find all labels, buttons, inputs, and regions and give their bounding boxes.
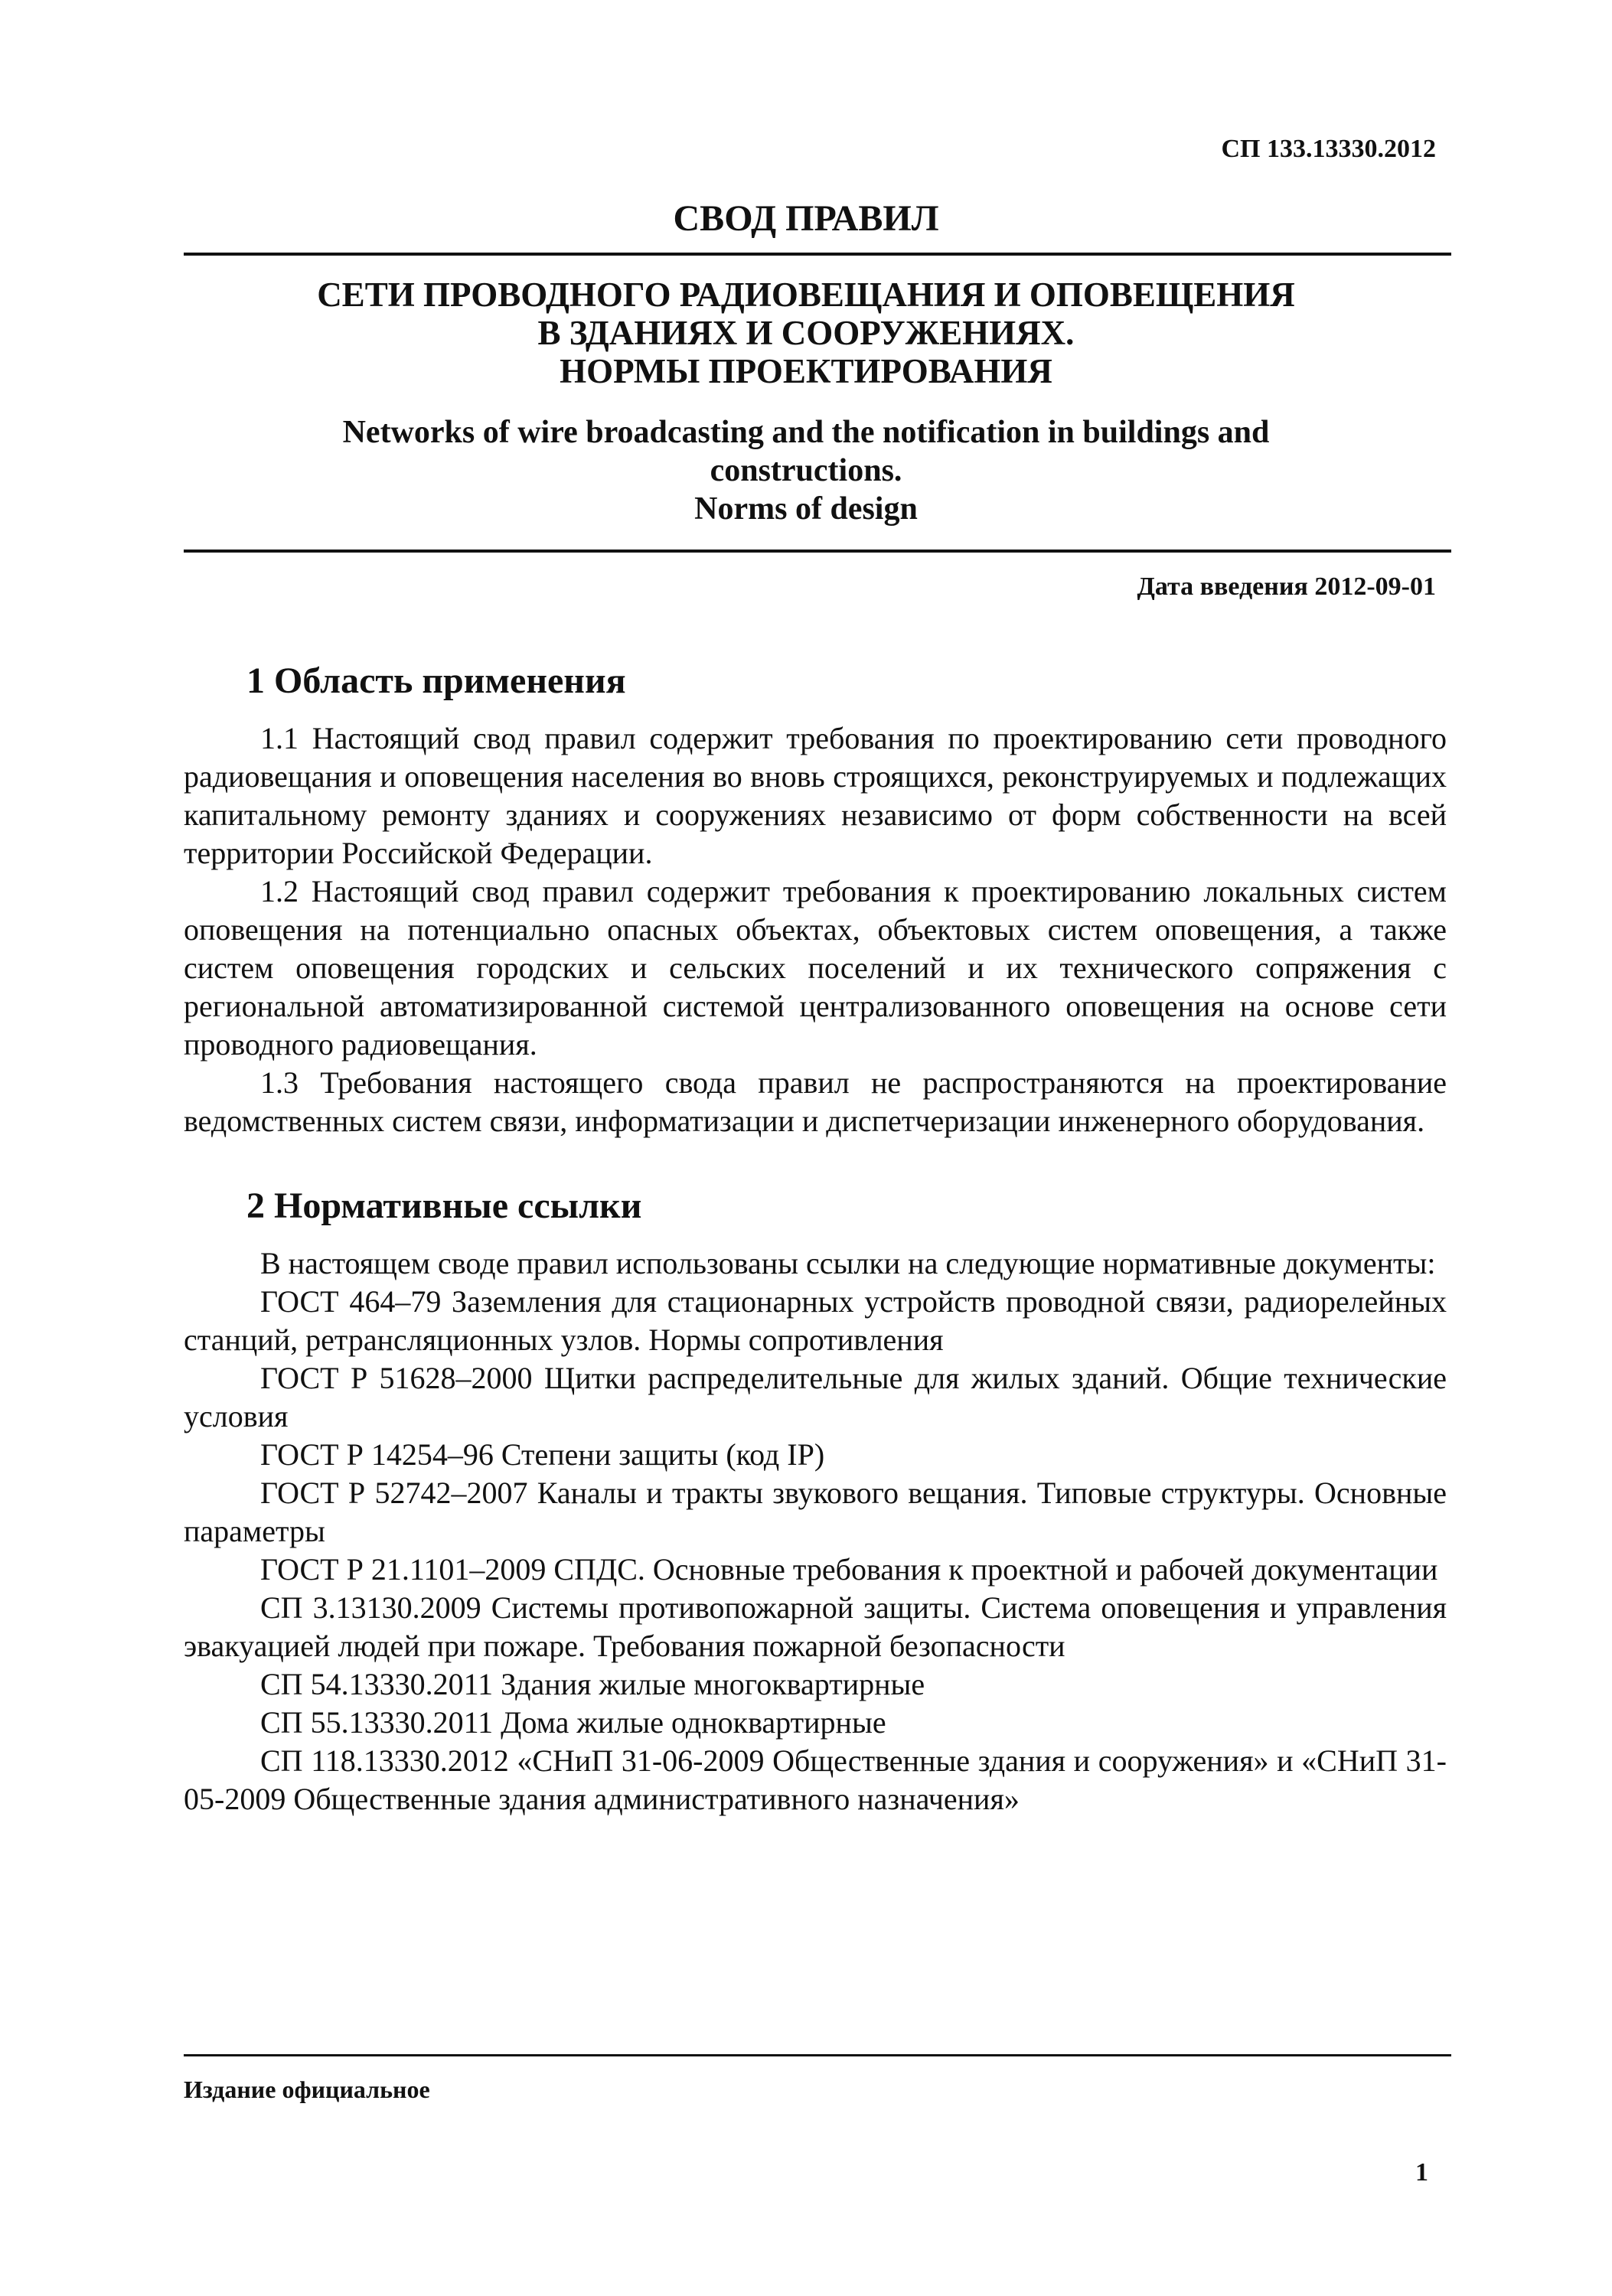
paragraph-1-1: 1.1 Настоящий свод правил содержит требования по проектированию сети проводного радиовещания и оповещения населения во вновь строящихся, реконструируемых и подлежащих капитальному ремонту зданиях и сооружениях независимо от форм собственности на всей территории Российской Федерации. (184, 721, 1447, 870)
paragraph-1-2: 1.2 Настоящий свод правил содержит требования к проектированию локальных систем оповещения на потенциально опасных объектах, объектовых систем оповещения, а также систем оповещения городских и сельских поселений и их технического сопряжения с региональной автоматизированной системой централизованного оповещения на основе сети проводного радиовещания. (184, 874, 1447, 1062)
reference-item: ГОСТ Р 51628–2000 Щитки распределительные для жилых зданий. Общие технические условия (184, 1361, 1447, 1433)
document-body (184, 658, 1447, 1818)
paragraph-1-3: 1.3 Требования настоящего свода правил не распространяются на проектирование ведомственных систем связи, информатизации и диспетчеризации инженерного оборудования. (184, 1065, 1447, 1138)
section-2-heading: 2 Нормативные ссылки (246, 1186, 642, 1226)
russian-title-line-1: СЕТИ ПРОВОДНОГО РАДИОВЕЩАНИЯ И ОПОВЕЩЕНИЯ (317, 276, 1295, 314)
russian-title-line-2: В ЗДАНИЯХ И СООРУЖЕНИЯХ. (537, 314, 1075, 352)
reference-item: СП 118.13330.2012 «СНиП 31-06-2009 Общественные здания и сооружения» и «СНиП 31-05-2009 Общественные здания административного назначения» (184, 1743, 1447, 1816)
title-divider (184, 253, 1451, 256)
reference-item: ГОСТ Р 14254–96 Степени защиты (код IP) (260, 1437, 825, 1472)
reference-item: СП 3.13130.2009 Системы противопожарной защиты. Система оповещения и управления эвакуацией людей при пожаре. Требования пожарной безопасности (184, 1590, 1447, 1663)
russian-title (0, 276, 1612, 390)
reference-item: ГОСТ Р 21.1101–2009 СПДС. Основные требования к проектной и рабочей документации (260, 1552, 1438, 1587)
russian-title-line-3: НОРМЫ ПРОЕКТИРОВАНИЯ (560, 352, 1052, 390)
footer-divider (184, 2054, 1451, 2056)
header-divider (184, 550, 1451, 553)
page-number: 1 (1415, 2158, 1428, 2187)
reference-item: СП 55.13330.2011 Дома жилые одноквартирные (260, 1705, 886, 1740)
reference-item: ГОСТ 464–79 Заземления для стационарных устройств проводной связи, радиорелейных станций, ретрансляционных узлов. Нормы сопротивления (184, 1284, 1447, 1357)
official-edition-note: Издание официальное (184, 2076, 430, 2103)
introduction-date: Дата введения 2012-09-01 (1137, 572, 1436, 601)
english-title-line-1: Networks of wire broadcasting and the notification in buildings and (342, 415, 1270, 450)
english-title-line-2: constructions. (710, 453, 902, 488)
english-title (0, 413, 1612, 528)
reference-item: СП 54.13330.2011 Здания жилые многоквартирные (260, 1667, 925, 1701)
section-2-intro: В настоящем своде правил использованы ссылки на следующие нормативные документы: (260, 1246, 1436, 1280)
section-1-heading: 1 Область применения (246, 660, 626, 701)
main-title: СВОД ПРАВИЛ (673, 198, 939, 239)
reference-item: ГОСТ Р 52742–2007 Каналы и тракты звукового вещания. Типовые структуры. Основные параметры (184, 1476, 1447, 1548)
english-title-line-3: Norms of design (694, 491, 918, 527)
document-code: СП 133.13330.2012 (1221, 135, 1436, 163)
